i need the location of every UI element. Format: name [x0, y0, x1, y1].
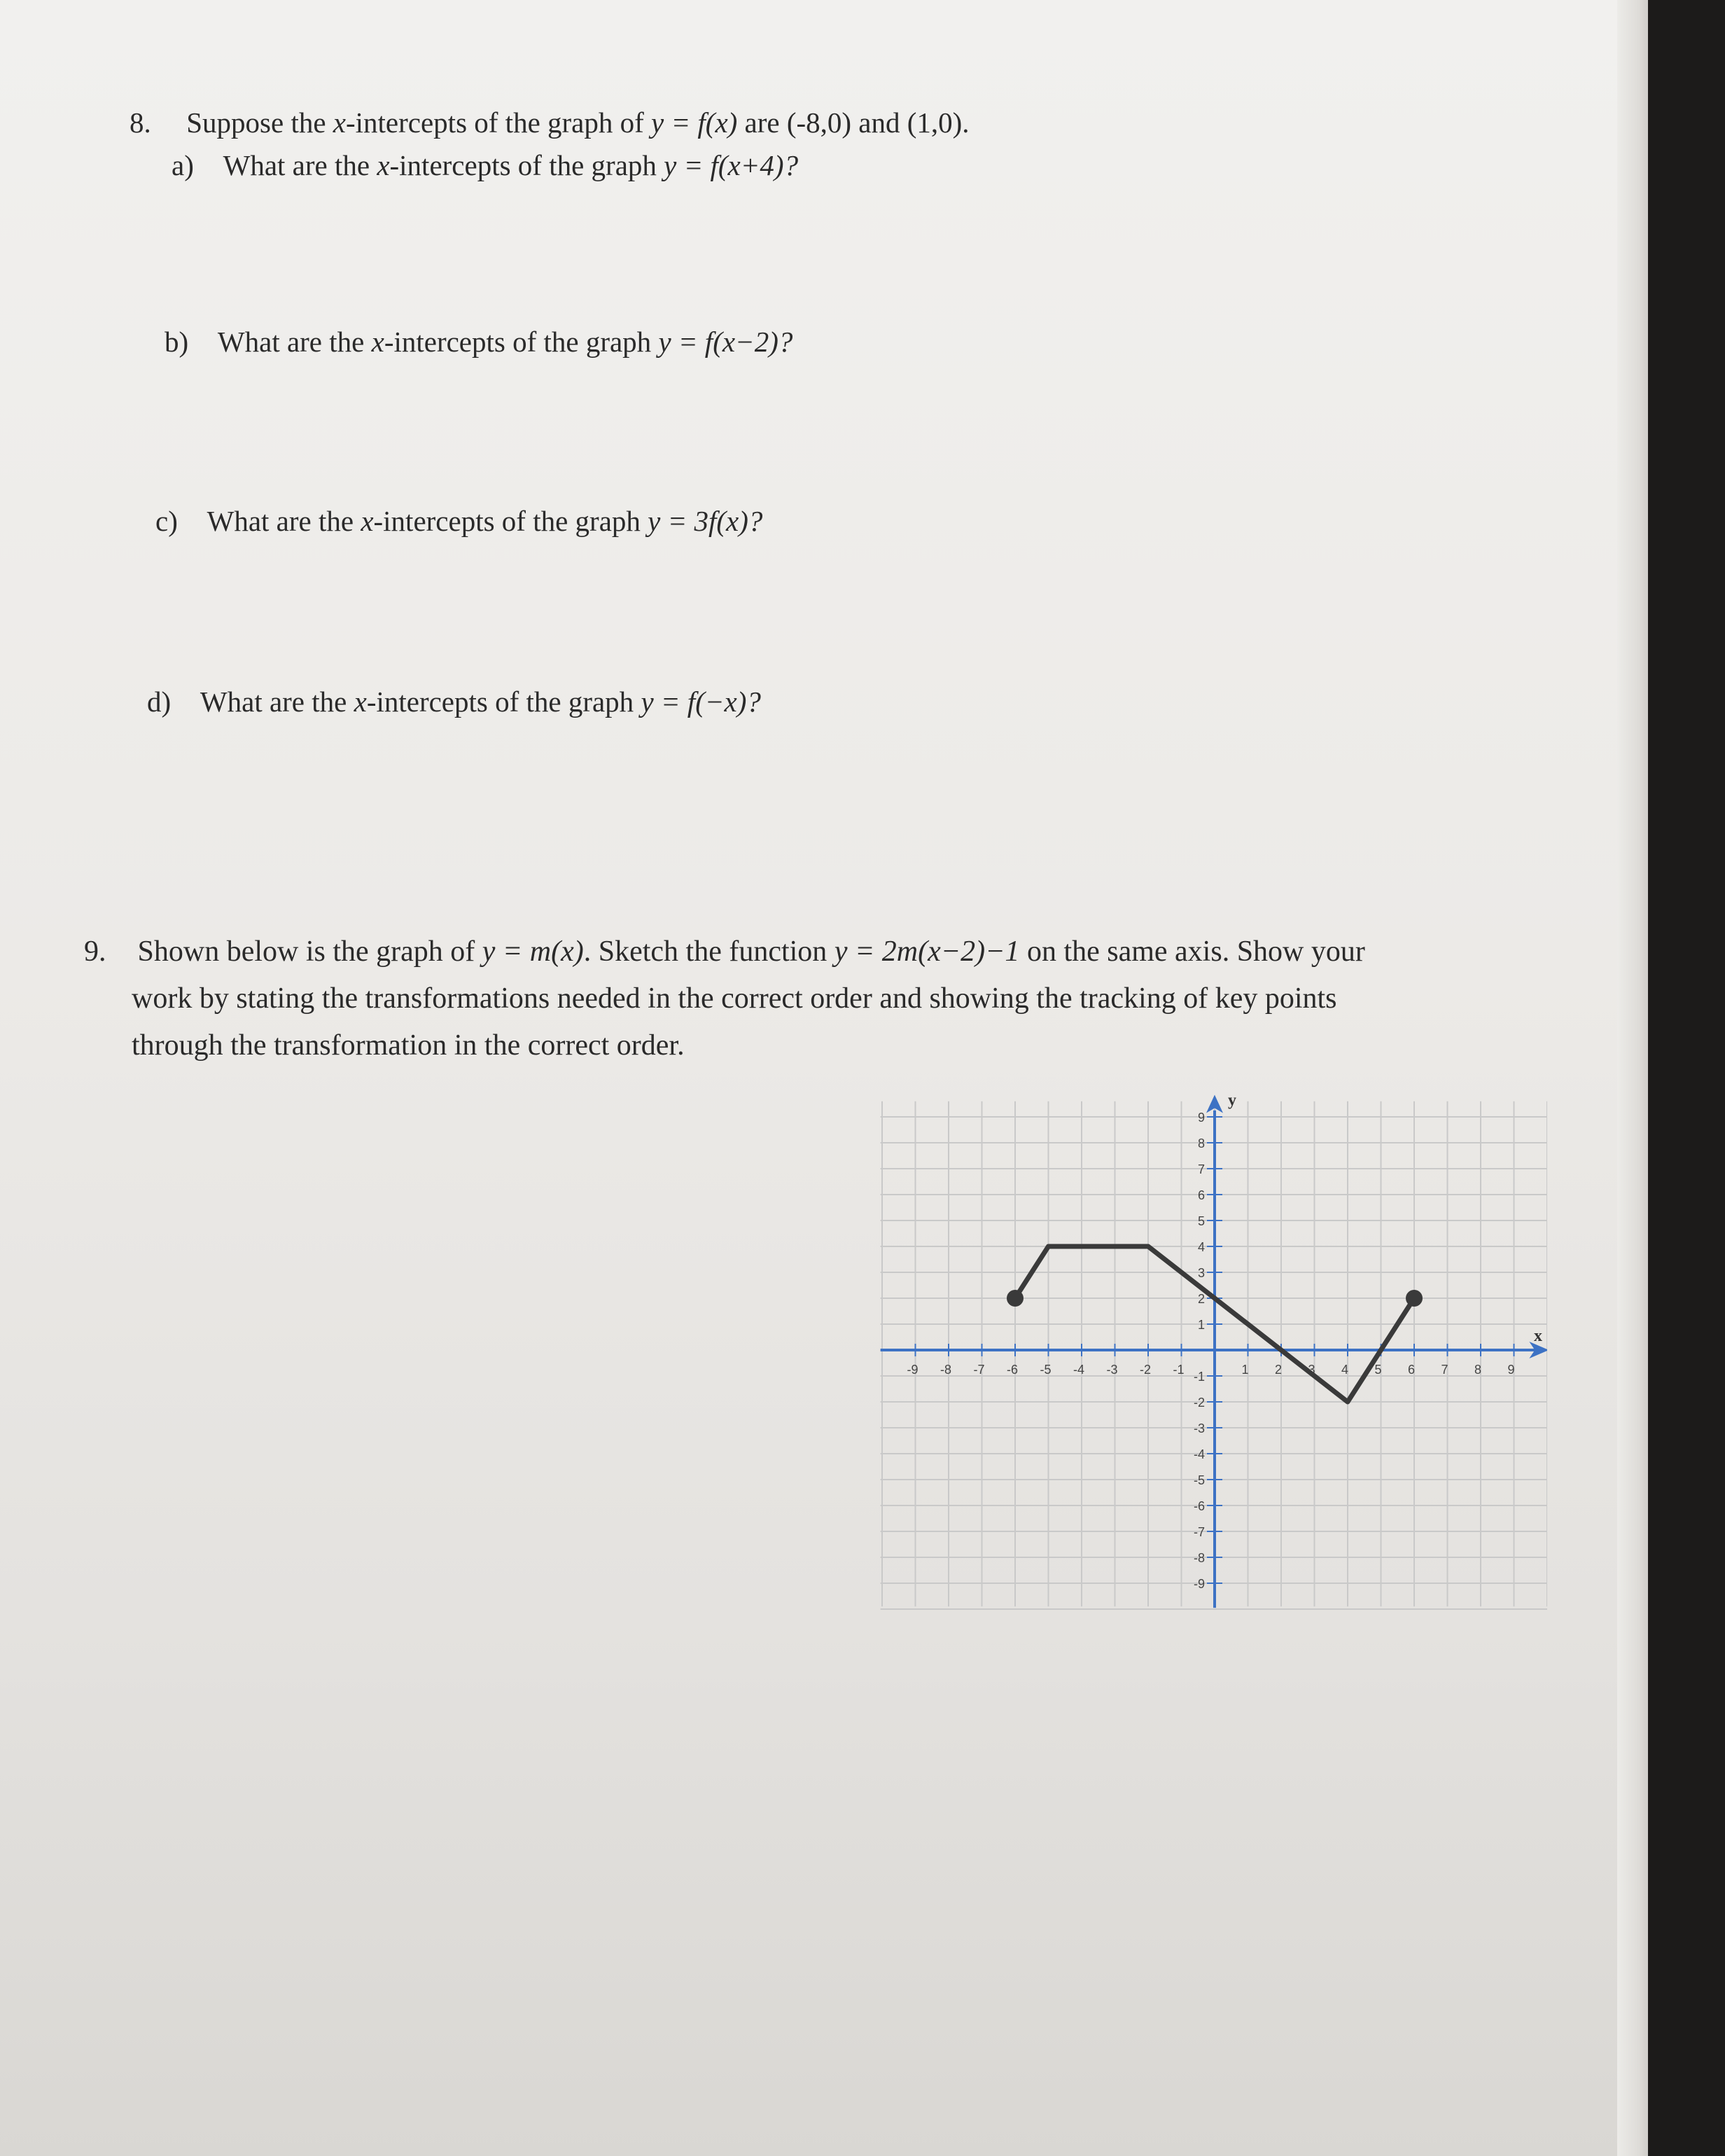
y-tick-label: 6: [1197, 1188, 1205, 1202]
x-tick-label: 7: [1441, 1363, 1448, 1377]
q8-stem-text-c: are (-8,0) and (1,0).: [737, 106, 970, 139]
x-tick-label: 5: [1374, 1363, 1382, 1377]
x-tick-label: 8: [1474, 1363, 1482, 1377]
q8-part-var: x: [361, 505, 374, 537]
q8-part-a: [172, 142, 798, 188]
q8-stem-text-b: -intercepts of the graph of: [346, 106, 652, 139]
y-tick-label: -4: [1193, 1447, 1205, 1461]
y-tick-label: -1: [1193, 1370, 1205, 1384]
y-axis-label: y: [1228, 1092, 1236, 1110]
q8-part-var: x: [354, 686, 367, 718]
y-tick-label: 7: [1197, 1162, 1205, 1176]
q9-expr: y = 2m(x−2)−1: [834, 936, 1020, 968]
q8-part-label: d): [147, 686, 172, 718]
y-tick-label: 2: [1197, 1292, 1205, 1306]
y-tick-label: -3: [1193, 1421, 1205, 1435]
y-tick-label: -8: [1193, 1551, 1205, 1565]
x-tick-label: -3: [1106, 1363, 1118, 1377]
q8-part-c: [155, 498, 762, 544]
q8-part-label: c): [155, 505, 178, 537]
y-tick-label: -7: [1193, 1525, 1205, 1539]
q8-part-label: a): [172, 149, 194, 181]
y-tick-label: -9: [1193, 1577, 1205, 1591]
x-tick-label: -9: [907, 1363, 919, 1377]
q9-line-1: [84, 929, 1365, 975]
x-tick-label: 6: [1407, 1363, 1416, 1377]
q8-part-text: What are the: [207, 505, 361, 537]
q8-number: 8.: [130, 106, 151, 139]
q8-stem-func: y = f(x): [651, 106, 738, 139]
y-tick-label: 3: [1197, 1266, 1205, 1280]
x-tick-label: -5: [1040, 1363, 1052, 1377]
q9-line-2: work by stating the transformations needed in the correct order and showing the tracking of key points: [132, 982, 1337, 1015]
q9-func: y = m(x): [482, 936, 584, 968]
q8-part-label: b): [165, 326, 189, 358]
q8-part-var: x: [371, 326, 384, 358]
y-tick-label: 5: [1197, 1214, 1205, 1228]
q8-part-text-b: -intercepts of the graph: [366, 686, 641, 718]
x-tick-label: -8: [940, 1363, 952, 1377]
y-tick-label: 9: [1197, 1111, 1205, 1125]
graph-m-of-x: [875, 1092, 1547, 1625]
closed-endpoint: [1406, 1290, 1423, 1307]
q8-part-text: What are the: [223, 149, 377, 181]
q8-part-b: [165, 319, 792, 365]
y-tick-label: -2: [1193, 1396, 1205, 1410]
paper-stack-edge: [1617, 0, 1648, 2156]
q8-part-expr: y = f(x+4)?: [664, 149, 799, 181]
q8-part-expr: y = 3f(x)?: [648, 505, 763, 537]
x-tick-label: 4: [1341, 1363, 1349, 1377]
x-axis-label: x: [1534, 1327, 1542, 1346]
x-tick-label: -2: [1139, 1363, 1152, 1377]
q8-part-var: x: [377, 149, 390, 181]
y-tick-label: 4: [1197, 1240, 1205, 1254]
q8-stem: [130, 99, 970, 146]
q9-line-3: through the transformation in the correct order.: [132, 1029, 685, 1062]
q9-number: 9.: [84, 936, 106, 968]
q8-stem-var: x: [333, 106, 346, 139]
q8-part-expr: y = f(x−2)?: [658, 326, 793, 358]
y-tick-label: -5: [1193, 1473, 1205, 1487]
x-tick-label: 1: [1241, 1363, 1249, 1377]
q8-part-text-b: -intercepts of the graph: [373, 505, 648, 537]
q8-part-text: What are the: [217, 326, 372, 358]
q8-stem-text-a: Suppose the: [186, 106, 333, 139]
closed-endpoint: [1007, 1290, 1024, 1307]
y-tick-label: -6: [1193, 1499, 1205, 1513]
x-tick-label: -1: [1173, 1363, 1185, 1377]
q8-part-expr: y = f(−x)?: [641, 686, 761, 718]
x-tick-label: -6: [1006, 1363, 1019, 1377]
y-tick-label: 1: [1197, 1318, 1205, 1332]
x-tick-label: 3: [1308, 1363, 1315, 1377]
x-tick-label: -7: [973, 1363, 985, 1377]
q9-text-b: . Sketch the function: [583, 936, 834, 968]
x-tick-label: -4: [1073, 1363, 1085, 1377]
q8-part-text: What are the: [200, 686, 354, 718]
q8-part-text-b: -intercepts of the graph: [389, 149, 664, 181]
q9-text-c: on the same axis. Show your: [1019, 936, 1365, 968]
q8-part-text-b: -intercepts of the graph: [384, 326, 659, 358]
y-tick-label: 8: [1197, 1136, 1205, 1150]
q9-text-a: Shown below is the graph of: [137, 936, 482, 968]
x-tick-label: 9: [1507, 1363, 1515, 1377]
x-tick-label: 2: [1274, 1363, 1283, 1377]
q8-part-d: [147, 679, 761, 725]
